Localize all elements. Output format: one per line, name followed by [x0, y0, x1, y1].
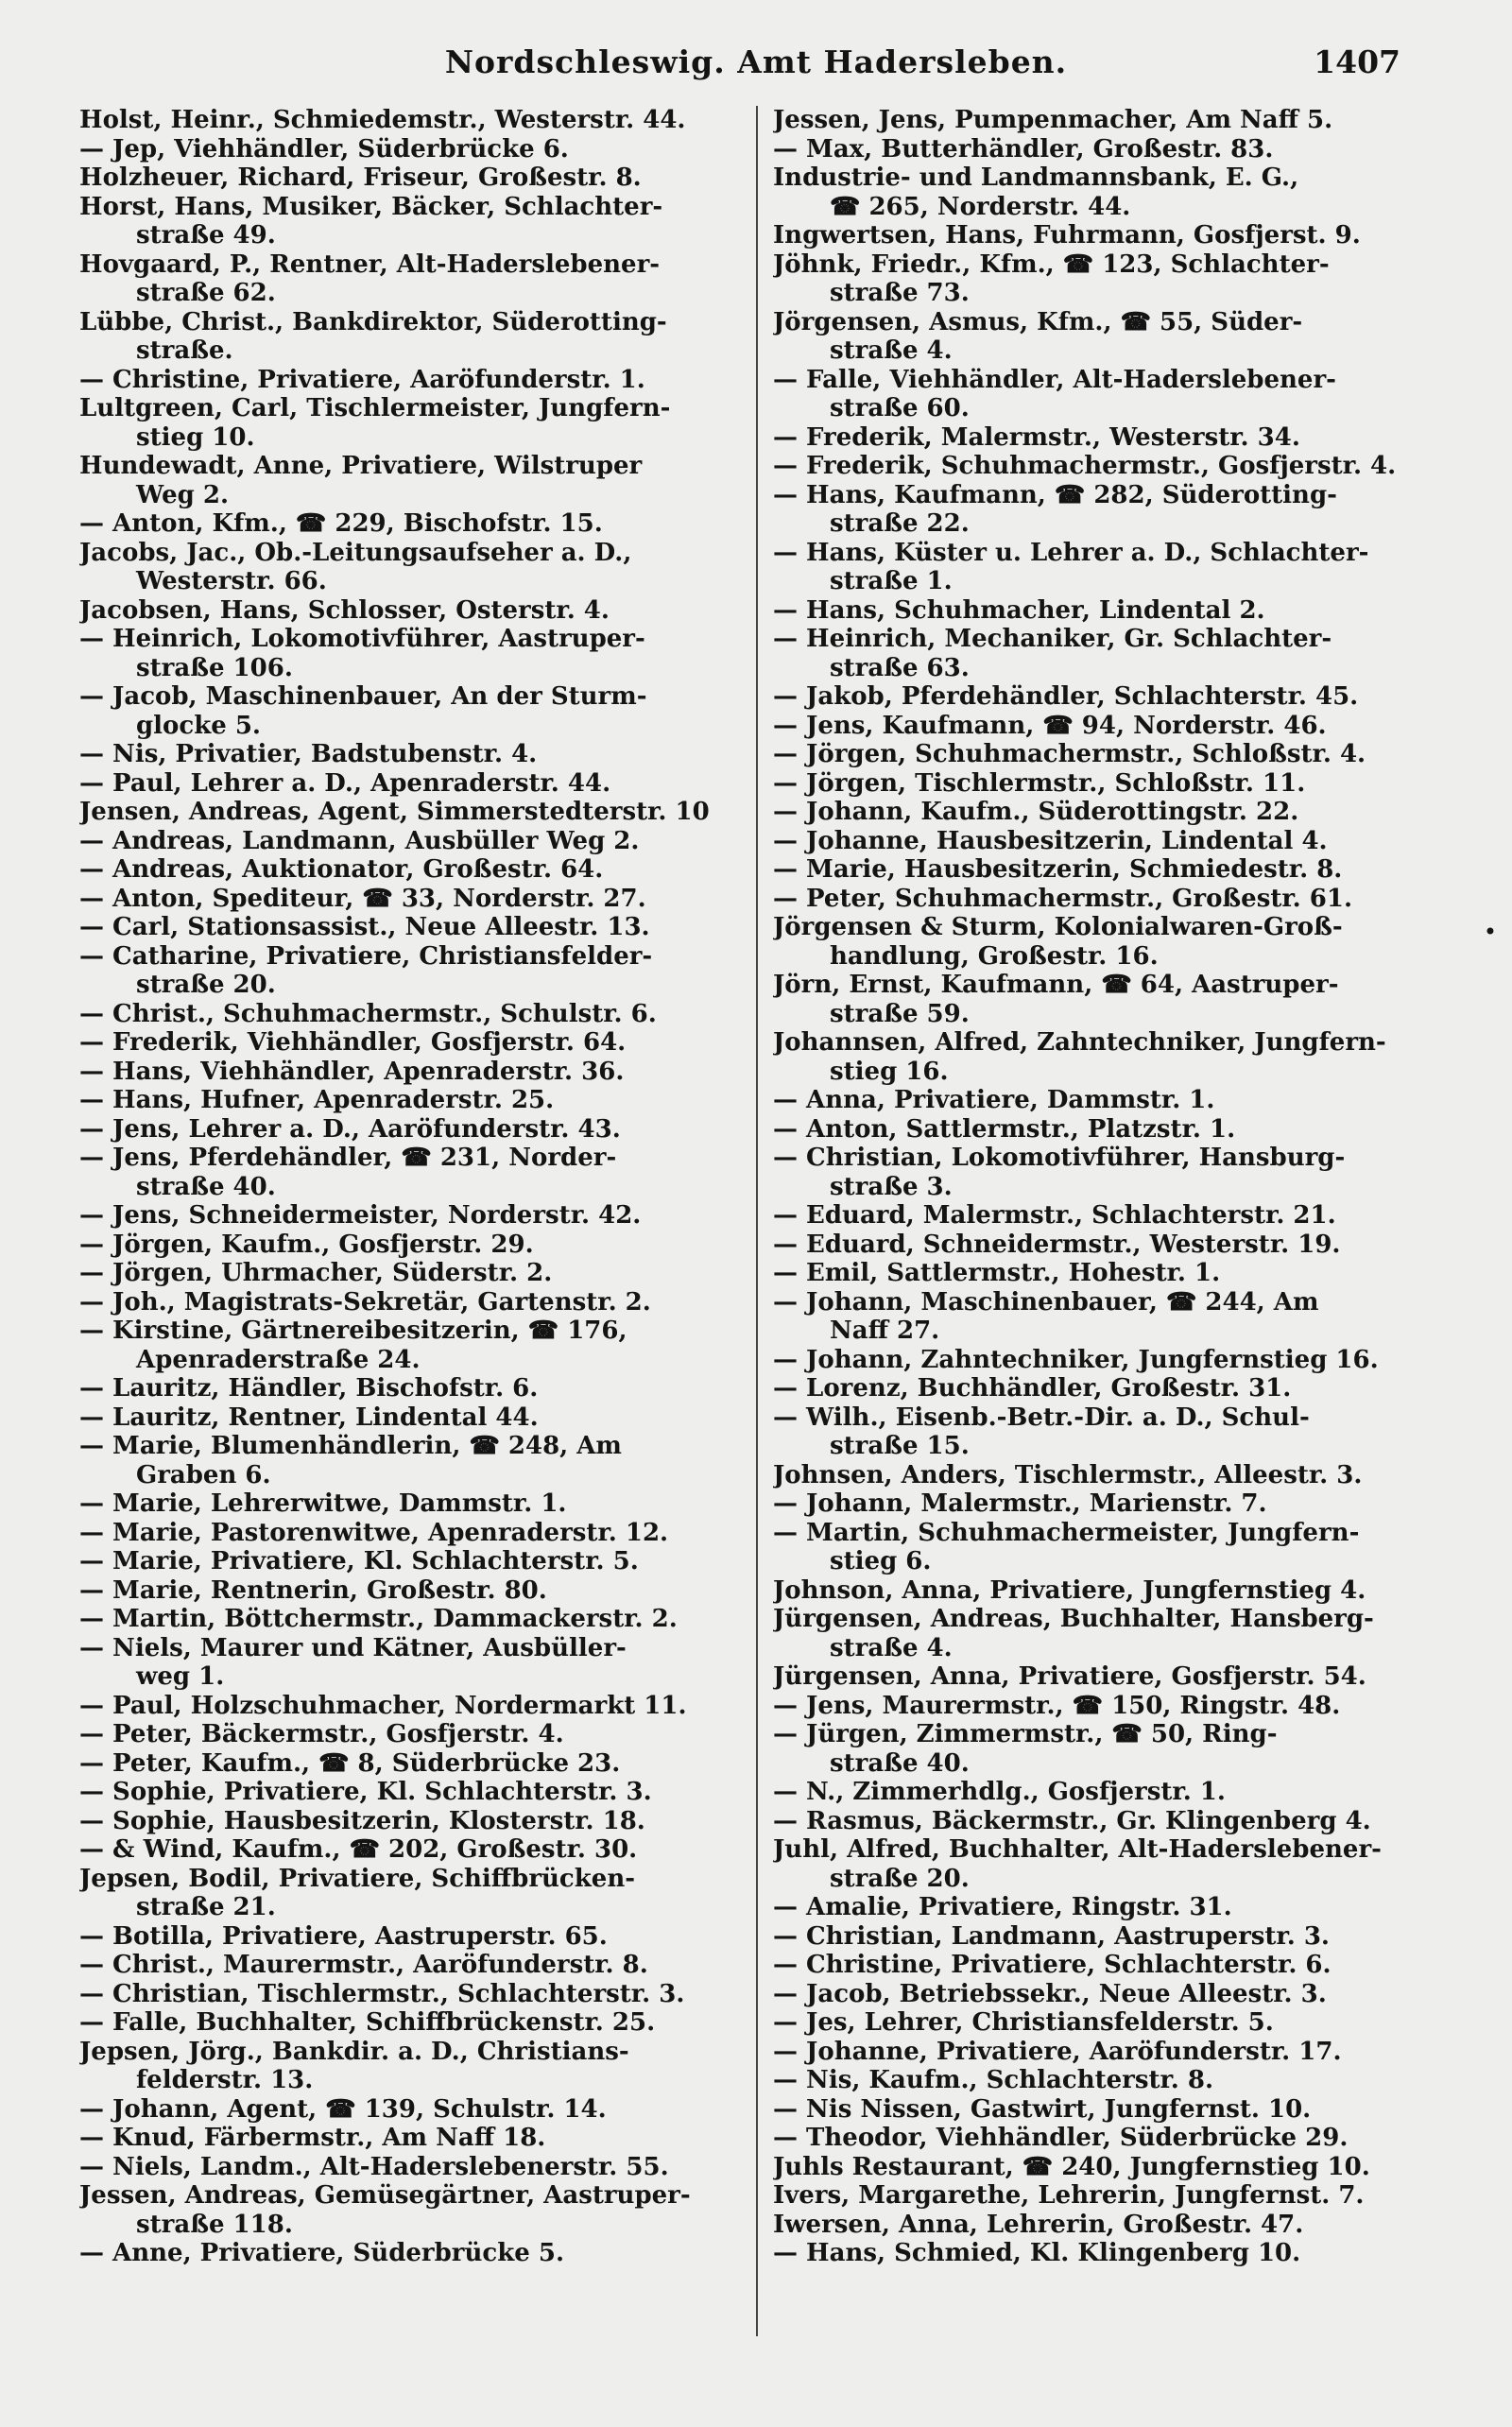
directory-entry-line: straße 106.	[136, 653, 293, 682]
directory-entry-line: — Niels, Maurer und Kätner, Ausbüller-	[79, 1633, 627, 1662]
directory-entry-line: — N., Zimmerhdlg., Gosfjerstr. 1.	[773, 1778, 1226, 1806]
directory-entry-line: — Jens, Pferdehändler, ☎ 231, Norder-	[79, 1144, 617, 1172]
directory-entry-line: — Jens, Schneidermeister, Norderstr. 42.	[79, 1201, 642, 1230]
directory-entry-line: Horst, Hans, Musiker, Bäcker, Schlachter-	[79, 192, 663, 221]
directory-entry-line: Jörn, Ernst, Kaufmann, ☎ 64, Aastruper-	[773, 971, 1339, 999]
directory-entry-line: — Hans, Schuhmacher, Lindental 2.	[773, 595, 1265, 625]
directory-entry-line: — Catharine, Privatiere, Christiansfelder-	[79, 941, 653, 971]
directory-entry-line: Holst, Heinr., Schmiedemstr., Westerstr. 44.	[79, 106, 686, 134]
directory-entry-line: straße 40.	[136, 1172, 276, 1201]
directory-entry-line: felderstr. 13.	[136, 2066, 314, 2094]
directory-entry-line: Naff 27.	[830, 1317, 940, 1345]
directory-entry-line: — Niels, Landm., Alt-Haderslebenerstr. 55.	[79, 2152, 669, 2181]
margin-dot: •	[1483, 919, 1497, 945]
directory-entry-line: — Johann, Agent, ☎ 139, Schulstr. 14.	[79, 2094, 607, 2124]
directory-entry-line: — Rasmus, Bäckermstr., Gr. Klingenberg 4.	[773, 1806, 1371, 1835]
directory-entry-line: Weg 2.	[136, 480, 229, 509]
directory-entry-line: Johnson, Anna, Privatiere, Jungfernstieg 4.	[773, 1575, 1366, 1605]
directory-entry-line: — Emil, Sattlermstr., Hohestr. 1.	[773, 1259, 1221, 1287]
directory-entry-line: straße 4.	[830, 1633, 953, 1662]
directory-entry-line: Jörgensen & Sturm, Kolonialwaren-Groß-	[773, 913, 1343, 941]
directory-entry-line: straße 63.	[830, 653, 970, 682]
directory-entry-line: — Lauritz, Rentner, Lindental 44.	[79, 1403, 539, 1432]
directory-entry-line: — Christine, Privatiere, Aaröfunderstr. 1.	[79, 365, 645, 394]
directory-entry-line: ☎ 265, Norderstr. 44.	[830, 192, 1131, 221]
directory-entry-line: — Nis Nissen, Gastwirt, Jungfernst. 10.	[773, 2094, 1312, 2124]
directory-entry-line: — Nis, Privatier, Badstubenstr. 4.	[79, 740, 538, 768]
directory-entry-line: straße 20.	[830, 1864, 970, 1893]
directory-entry-line: — Jens, Lehrer a. D., Aaröfunderstr. 43.	[79, 1114, 621, 1144]
directory-entry-line: straße 15.	[830, 1432, 970, 1460]
directory-entry-line: — Marie, Privatiere, Kl. Schlachterstr. 5.	[79, 1547, 639, 1575]
directory-entry-line: — Jacob, Maschinenbauer, An der Sturm-	[79, 682, 647, 711]
directory-entry-line: — Marie, Pastorenwitwe, Apenraderstr. 12.	[79, 1518, 669, 1547]
directory-entry-line: straße 40.	[830, 1748, 970, 1778]
directory-entry-line: — Frederik, Viehhändler, Gosfjerstr. 64.	[79, 1028, 627, 1057]
directory-entry-line: — Johann, Zahntechniker, Jungfernstieg 16.	[773, 1345, 1379, 1374]
directory-entry-line: Graben 6.	[136, 1460, 271, 1489]
directory-entry-line: — Peter, Schuhmachermstr., Großestr. 61.	[773, 884, 1353, 913]
directory-entry-line: straße 49.	[136, 221, 276, 250]
directory-entry-line: — Christian, Tischlermstr., Schlachterstr. 3.	[79, 1979, 685, 2008]
directory-entry-line: — Knud, Färbermstr., Am Naff 18.	[79, 2124, 546, 2152]
directory-entry-line: — Marie, Lehrerwitwe, Dammstr. 1.	[79, 1489, 567, 1518]
directory-entry-line: straße.	[136, 336, 233, 365]
directory-entry-line: — Theodor, Viehhändler, Süderbrücke 29.	[773, 2124, 1349, 2152]
directory-entry-line: Johnsen, Anders, Tischlermstr., Alleestr. 3.	[773, 1460, 1363, 1489]
directory-entry-line: — Christ., Maurermstr., Aaröfunderstr. 8.	[79, 1951, 648, 1979]
directory-entry-line: — Andreas, Landmann, Ausbüller Weg 2.	[79, 826, 640, 855]
directory-entry-line: — Eduard, Schneidermstr., Westerstr. 19.	[773, 1230, 1341, 1259]
directory-entry-line: — Jörgen, Schuhmachermstr., Schloßstr. 4.	[773, 740, 1366, 768]
directory-entry-line: — Andreas, Auktionator, Großestr. 64.	[79, 855, 604, 884]
directory-entry-line: — Frederik, Schuhmachermstr., Gosfjerstr. 4.	[773, 452, 1397, 480]
directory-entry-line: — Anton, Kfm., ☎ 229, Bischofstr. 15.	[79, 509, 603, 538]
directory-entry-line: Lübbe, Christ., Bankdirektor, Süderotting-	[79, 307, 667, 336]
directory-entry-line: — Jacob, Betriebssekr., Neue Alleestr. 3.	[773, 1979, 1327, 2008]
directory-entry-line: — Peter, Kaufm., ☎ 8, Süderbrücke 23.	[79, 1748, 621, 1778]
column-divider	[756, 106, 758, 2336]
directory-entry-line: Jacobs, Jac., Ob.-Leitungsaufseher a. D.,	[79, 538, 632, 567]
directory-entry-line: — Falle, Buchhalter, Schiffbrückenstr. 25.	[79, 2008, 656, 2037]
directory-entry-line: — Johanne, Privatiere, Aaröfunderstr. 17.	[773, 2037, 1342, 2066]
directory-entry-line: — Christian, Lokomotivführer, Hansburg-	[773, 1144, 1346, 1172]
directory-entry-line: — Jes, Lehrer, Christiansfelderstr. 5.	[773, 2008, 1274, 2037]
left-column	[79, 106, 760, 2268]
directory-entry-line: Ingwertsen, Hans, Fuhrmann, Gosfjerst. 9.	[773, 221, 1361, 250]
directory-entry-line: — Christ., Schuhmachermstr., Schulstr. 6.	[79, 999, 657, 1028]
directory-entry-line: Hovgaard, P., Rentner, Alt-Haderslebener-	[79, 250, 661, 279]
directory-entry-line: — Sophie, Hausbesitzerin, Klosterstr. 18.	[79, 1806, 645, 1835]
directory-entry-line: — Lorenz, Buchhändler, Großestr. 31.	[773, 1374, 1292, 1403]
directory-entry-line: — Martin, Böttchermstr., Dammackerstr. 2.	[79, 1605, 678, 1633]
directory-entry-line: Johannsen, Alfred, Zahntechniker, Jungfern-	[773, 1028, 1386, 1057]
directory-entry-line: Jensen, Andreas, Agent, Simmerstedterstr. 10	[79, 798, 710, 826]
directory-entry-line: — Johanne, Hausbesitzerin, Lindental 4.	[773, 826, 1328, 855]
directory-entry-line: straße 62.	[136, 279, 276, 307]
directory-entry-line: stieg 10.	[136, 422, 255, 452]
directory-entry-line: — Anton, Spediteur, ☎ 33, Norderstr. 27.	[79, 884, 646, 913]
directory-entry-line: glocke 5.	[136, 711, 261, 740]
directory-entry-line: — Lauritz, Händler, Bischofstr. 6.	[79, 1374, 539, 1403]
directory-entry-line: Iwersen, Anna, Lehrerin, Großestr. 47.	[773, 2210, 1304, 2239]
directory-entry-line: Jörgensen, Asmus, Kfm., ☎ 55, Süder-	[773, 307, 1303, 336]
directory-entry-line: — Wilh., Eisenb.-Betr.-Dir. a. D., Schul-	[773, 1403, 1310, 1432]
directory-entry-line: straße 20.	[136, 971, 276, 999]
directory-entry-line: — Jörgen, Kaufm., Gosfjerstr. 29.	[79, 1230, 534, 1259]
directory-entry-line: Westerstr. 66.	[136, 567, 327, 595]
directory-entry-line: — Jens, Kaufmann, ☎ 94, Norderstr. 46.	[773, 711, 1327, 740]
directory-entry-line: — Jakob, Pferdehändler, Schlachterstr. 45.	[773, 682, 1359, 711]
directory-entry-line: Lultgreen, Carl, Tischlermeister, Jungfern-	[79, 394, 671, 422]
directory-entry-line: — Nis, Kaufm., Schlachterstr. 8.	[773, 2066, 1214, 2094]
directory-entry-line: — Christine, Privatiere, Schlachterstr. 6.	[773, 1951, 1332, 1979]
directory-entry-line: — Hans, Schmied, Kl. Klingenberg 10.	[773, 2239, 1301, 2267]
directory-entry-line: — Peter, Bäckermstr., Gosfjerstr. 4.	[79, 1720, 564, 1748]
directory-entry-line: — Eduard, Malermstr., Schlachterstr. 21.	[773, 1201, 1336, 1230]
directory-entry-line: — Hans, Küster u. Lehrer a. D., Schlachter-	[773, 538, 1369, 567]
directory-entry-line: — Hans, Hufner, Apenraderstr. 25.	[79, 1086, 555, 1114]
directory-entry-line: — Paul, Holzschuhmacher, Nordermarkt 11.	[79, 1691, 687, 1720]
directory-entry-line: — Amalie, Privatiere, Ringstr. 31.	[773, 1893, 1232, 1921]
directory-entry-line: Industrie- und Landmannsbank, E. G.,	[773, 164, 1299, 192]
directory-entry-line: — Anton, Sattlermstr., Platzstr. 1.	[773, 1114, 1236, 1144]
directory-entry-line: Juhl, Alfred, Buchhalter, Alt-Haderslebener-	[773, 1835, 1382, 1864]
directory-entry-line: — Frederik, Malermstr., Westerstr. 34.	[773, 422, 1300, 452]
directory-entry-line: — & Wind, Kaufm., ☎ 202, Großestr. 30.	[79, 1835, 638, 1864]
directory-entry-line: straße 73.	[830, 279, 970, 307]
directory-entry-line: — Hans, Kaufmann, ☎ 282, Süderotting-	[773, 480, 1337, 509]
directory-entry-line: — Anne, Privatiere, Süderbrücke 5.	[79, 2239, 564, 2267]
directory-entry-line: — Johann, Kaufm., Süderottingstr. 22.	[773, 798, 1299, 826]
directory-entry-line: — Falle, Viehhändler, Alt-Haderslebener-	[773, 365, 1336, 394]
page-header	[0, 43, 1512, 91]
directory-entry-line: — Anna, Privatiere, Dammstr. 1.	[773, 1086, 1215, 1114]
directory-entry-line: Jacobsen, Hans, Schlosser, Osterstr. 4.	[79, 595, 610, 625]
directory-entry-line: — Jürgen, Zimmermstr., ☎ 50, Ring-	[773, 1720, 1278, 1748]
directory-entry-line: straße 1.	[830, 567, 953, 595]
directory-entry-line: — Kirstine, Gärtnereibesitzerin, ☎ 176,	[79, 1317, 627, 1345]
directory-entry-line: weg 1.	[136, 1662, 225, 1691]
directory-entry-line: — Joh., Magistrats-Sekretär, Gartenstr. 2.	[79, 1287, 651, 1317]
directory-entry-line: straße 3.	[830, 1172, 953, 1201]
directory-entry-line: Jessen, Andreas, Gemüsegärtner, Aastruper-	[79, 2181, 691, 2210]
directory-entry-line: — Marie, Hausbesitzerin, Schmiedestr. 8.	[773, 855, 1343, 884]
directory-entry-line: straße 59.	[830, 999, 970, 1028]
directory-entry-line: — Jörgen, Tischlermstr., Schloßstr. 11.	[773, 768, 1306, 798]
page-title: Nordschleswig. Amt Hadersleben.	[444, 43, 1068, 80]
directory-entry-line: — Sophie, Privatiere, Kl. Schlachterstr. 3.	[79, 1778, 652, 1806]
directory-entry-line: — Paul, Lehrer a. D., Apenraderstr. 44.	[79, 768, 611, 798]
right-column	[773, 106, 1453, 2268]
directory-entry-line: — Max, Butterhändler, Großestr. 83.	[773, 134, 1274, 164]
directory-entry-line: Jepsen, Bodil, Privatiere, Schiffbrücken-	[79, 1864, 636, 1893]
directory-entry-line: — Johann, Malermstr., Marienstr. 7.	[773, 1489, 1267, 1518]
directory-entry-line: stieg 16.	[830, 1057, 949, 1086]
directory-entry-line: Hundewadt, Anne, Privatiere, Wilstruper	[79, 452, 643, 480]
directory-entry-line: — Heinrich, Mechaniker, Gr. Schlachter-	[773, 625, 1332, 653]
directory-entry-line: — Jörgen, Uhrmacher, Süderstr. 2.	[79, 1259, 553, 1287]
directory-entry-line: handlung, Großestr. 16.	[830, 941, 1159, 971]
directory-entry-line: Apenraderstraße 24.	[136, 1345, 421, 1374]
directory-entry-line: straße 21.	[136, 1893, 276, 1921]
directory-entry-line: — Martin, Schuhmachermeister, Jungfern-	[773, 1518, 1360, 1547]
directory-entry-line: straße 60.	[830, 394, 970, 422]
directory-entry-line: — Jep, Viehhändler, Süderbrücke 6.	[79, 134, 569, 164]
directory-entry-line: — Christian, Landmann, Aastruperstr. 3.	[773, 1921, 1330, 1951]
page-number: 1407	[1314, 43, 1400, 80]
directory-entry-line: Jürgensen, Andreas, Buchhalter, Hansberg-	[773, 1605, 1374, 1633]
directory-entry-line: straße 118.	[136, 2210, 293, 2239]
directory-entry-line: straße 22.	[830, 509, 970, 538]
directory-entry-line: Jepsen, Jörg., Bankdir. a. D., Christians-	[79, 2037, 629, 2066]
directory-entry-line: Holzheuer, Richard, Friseur, Großestr. 8.	[79, 164, 642, 192]
directory-entry-line: — Botilla, Privatiere, Aastruperstr. 65.	[79, 1921, 608, 1951]
directory-entry-line: — Carl, Stationsassist., Neue Alleestr. 13.	[79, 913, 650, 941]
directory-entry-line: Jürgensen, Anna, Privatiere, Gosfjerstr. 54.	[773, 1662, 1366, 1691]
directory-entry-line: — Heinrich, Lokomotivführer, Aastruper-	[79, 625, 645, 653]
directory-entry-line: — Marie, Rentnerin, Großestr. 80.	[79, 1575, 547, 1605]
directory-entry-line: — Marie, Blumenhändlerin, ☎ 248, Am	[79, 1432, 622, 1460]
directory-entry-line: straße 4.	[830, 336, 953, 365]
directory-entry-line: — Jens, Maurermstr., ☎ 150, Ringstr. 48.	[773, 1691, 1341, 1720]
directory-entry-line: Jessen, Jens, Pumpenmacher, Am Naff 5.	[773, 106, 1333, 134]
directory-entry-line: stieg 6.	[830, 1547, 932, 1575]
directory-entry-line: Ivers, Margarethe, Lehrerin, Jungfernst. 7.	[773, 2181, 1365, 2210]
directory-entry-line: — Johann, Maschinenbauer, ☎ 244, Am	[773, 1287, 1319, 1317]
directory-entry-line: Jöhnk, Friedr., Kfm., ☎ 123, Schlachter-	[773, 250, 1330, 279]
directory-entry-line: Juhls Restaurant, ☎ 240, Jungfernstieg 10.	[773, 2152, 1370, 2181]
directory-entry-line: — Hans, Viehhändler, Apenraderstr. 36.	[79, 1057, 625, 1086]
